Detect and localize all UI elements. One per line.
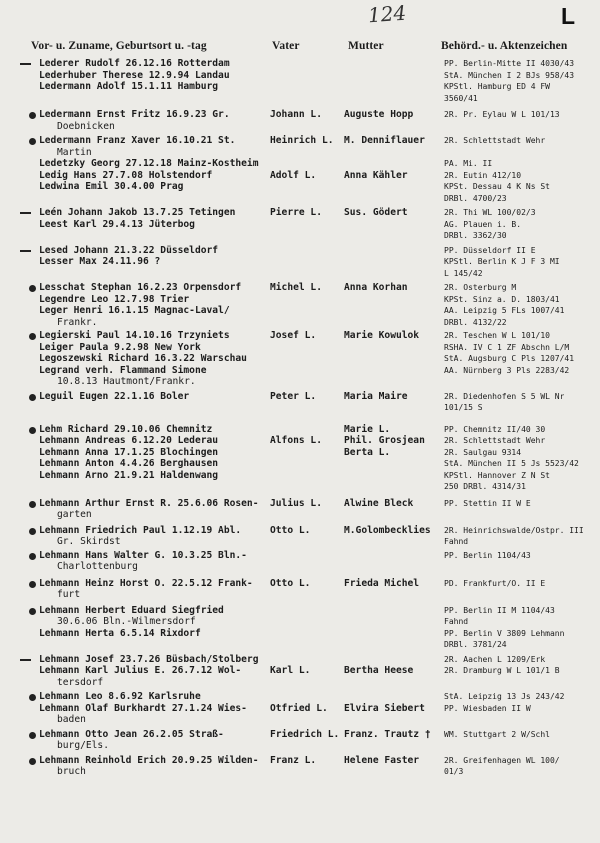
dash-marker-icon — [20, 212, 31, 214]
father-name: Peter L. — [270, 390, 317, 402]
entry-line — [0, 458, 600, 470]
entry-line — [0, 654, 600, 666]
entry-line — [0, 435, 600, 447]
person-name: furt — [57, 589, 81, 600]
father-name: Friedrich L. — [270, 728, 340, 740]
entry-line — [0, 691, 600, 703]
authority-reference: PP. Berlin II M 1104/43 — [444, 605, 555, 615]
register-entry — [0, 282, 600, 328]
mother-name: Helene Faster — [344, 754, 420, 766]
person-name: Lehmann Herbert Eduard Siegfried — [39, 604, 224, 616]
entry-line — [0, 589, 600, 601]
authority-reference: 2R. Pr. Eylau W L 101/13 — [444, 110, 560, 119]
entry-line — [0, 536, 600, 548]
register-entry — [0, 578, 600, 601]
mother-name: M.Golombecklies — [344, 524, 431, 536]
circle-marker-icon — [29, 112, 36, 119]
circle-marker-icon — [29, 394, 36, 401]
entry-line — [0, 158, 600, 170]
entry-line — [0, 561, 600, 573]
entry-line — [0, 121, 600, 133]
header-authority-column: Behörd.- u. Aktenzeichen — [441, 40, 568, 52]
person-name: Frankr. — [57, 316, 98, 328]
dash-marker-icon — [20, 250, 31, 252]
person-name: Lesschat Stephan 16.2.23 Orpensdorf — [39, 282, 242, 293]
father-name: Franz L. — [270, 754, 317, 766]
authority-reference: 2R. Thi WL 100/02/3 — [444, 208, 536, 217]
mother-name: Anna Kähler — [344, 169, 408, 181]
entry-line — [0, 58, 600, 70]
entry-line — [0, 616, 600, 628]
authority-reference: 2R. Dramburg W L 101/1 B — [444, 666, 560, 675]
entry-line — [0, 550, 600, 562]
entry-line — [0, 525, 600, 537]
register-entry — [0, 498, 600, 521]
person-name: baden — [57, 714, 86, 725]
entry-line — [0, 305, 600, 317]
register-entry — [0, 729, 600, 752]
person-name: Ledwina Emil 30.4.00 Prag — [39, 181, 184, 192]
entry-line — [0, 376, 600, 388]
entry-line — [0, 294, 600, 306]
mother-name: Bertha Heese — [344, 665, 414, 676]
authority-reference: KPStl. Hannover Z N St — [444, 470, 550, 480]
mother-name: Sus. Gödert — [344, 207, 408, 218]
authority-reference: PP. Berlin 1104/43 — [444, 550, 531, 560]
person-name: Ledetzky Georg 27.12.18 Mainz-Kostheim — [39, 158, 259, 169]
register-entry — [0, 755, 600, 778]
dash-marker-icon — [20, 63, 31, 65]
register-entry — [0, 58, 600, 104]
person-name: Ledig Hans 27.7.08 Holstendorf — [39, 169, 213, 181]
entry-line — [0, 93, 600, 105]
father-name: Pierre L. — [270, 207, 322, 218]
register-entry — [0, 605, 600, 651]
person-name: Leiger Paula 9.2.98 New York — [39, 341, 201, 353]
person-name: Legoszewski Richard 16.3.22 Warschau — [39, 353, 247, 364]
entry-line — [0, 677, 600, 689]
father-name: Otto L. — [270, 577, 311, 589]
authority-reference: StA. Augsburg C Pls 1207/41 — [444, 354, 575, 363]
circle-marker-icon — [29, 285, 36, 292]
entry-line — [0, 207, 600, 219]
person-name: Lehm Richard 29.10.06 Chemnitz — [39, 423, 213, 435]
register-entry — [0, 525, 600, 548]
register-entry — [0, 424, 600, 493]
mother-name: Auguste Hopp — [344, 109, 414, 120]
authority-reference: 2R. Schlettstadt Wehr — [444, 436, 546, 445]
father-name: Otto L. — [270, 524, 311, 536]
entry-line — [0, 317, 600, 329]
entry-line — [0, 740, 600, 752]
entry-line — [0, 230, 600, 242]
register-entry — [0, 550, 600, 573]
person-name: Leest Karl 29.4.13 Jüterbog — [39, 218, 195, 230]
entry-line — [0, 481, 600, 493]
entry-line — [0, 342, 600, 354]
person-name: Lehmann Arthur Ernst R. 25.6.06 Rosen- — [39, 497, 259, 509]
person-name: Leger Henri 16.1.15 Magnac-Laval/ — [39, 305, 230, 316]
person-name: Lehmann Friedrich Paul 1.12.19 Abl. — [39, 524, 242, 536]
entry-line — [0, 170, 600, 182]
register-entry — [0, 245, 600, 280]
mother-name: Marie Kowulok — [344, 330, 420, 341]
person-name: 10.8.13 Hautmont/Frankr. — [57, 376, 196, 387]
entry-line — [0, 447, 600, 459]
header-father-column: Vater — [272, 40, 300, 52]
mother-name: Marie L. — [344, 423, 391, 435]
mother-name: Alwine Bleck — [344, 497, 414, 509]
circle-marker-icon — [29, 694, 36, 701]
entry-line — [0, 703, 600, 715]
entry-line — [0, 365, 600, 377]
entry-line — [0, 402, 600, 414]
authority-reference: 101/15 S — [444, 403, 483, 412]
father-name: Heinrich L. — [270, 135, 334, 146]
authority-reference: KPSt. Dessau 4 K Ns St — [444, 182, 550, 191]
entry-line — [0, 268, 600, 280]
authority-reference: StA. München I 2 BJs 958/43 — [444, 70, 575, 80]
person-name: Ledermann Ernst Fritz 16.9.23 Gr. — [39, 109, 230, 120]
person-name: Legierski Paul 14.10.16 Trzyniets — [39, 330, 230, 341]
entry-line — [0, 282, 600, 294]
entry-line — [0, 755, 600, 767]
person-name: Legendre Leo 12.7.98 Trier — [39, 293, 190, 305]
authority-reference: Fahnd — [444, 537, 469, 546]
authority-reference: PP. Berlin-Mitte II 4030/43 — [444, 59, 575, 68]
entry-line — [0, 498, 600, 510]
person-name: Leguil Eugen 22.1.16 Boler — [39, 390, 190, 402]
entry-line — [0, 135, 600, 147]
father-name: Michel L. — [270, 282, 322, 293]
person-name: Lehmann Olaf Burkhardt 27.1.24 Wies- — [39, 702, 247, 714]
authority-reference: PP. Berlin V 3809 Lehmann — [444, 628, 565, 638]
entry-line — [0, 665, 600, 677]
authority-reference: DRBl. 3362/30 — [444, 231, 507, 240]
authority-reference: 2R. Schlettstadt Wehr — [444, 136, 546, 145]
authority-reference: DRBl. 4132/22 — [444, 317, 507, 327]
authority-reference: WM. Stuttgart 2 W/Schl — [444, 729, 550, 739]
person-name: Lehmann Karl Julius E. 26.7.12 Wol- — [39, 665, 242, 676]
circle-marker-icon — [29, 138, 36, 145]
authority-reference: KPStl. Hamburg ED 4 FW — [444, 82, 550, 91]
authority-reference: 2R. Teschen W L 101/10 — [444, 331, 550, 340]
person-name: Gr. Skirdst — [57, 536, 121, 547]
person-name: Lehmann Herta 6.5.14 Rixdorf — [39, 627, 201, 639]
header-name-column: Vor- u. Zuname, Geburtsort u. -tag — [31, 40, 207, 52]
mother-name: Phil. Grosjean — [344, 435, 425, 446]
authority-reference: DRBl. 4700/23 — [444, 193, 507, 203]
person-name: burg/Els. — [57, 740, 109, 751]
entry-line — [0, 639, 600, 651]
authority-reference: KPStl. Berlin K J F 3 MI — [444, 257, 560, 266]
person-name: Ledermann Franz Xaver 16.10.21 St. — [39, 135, 236, 146]
entry-line — [0, 509, 600, 521]
register-entry — [0, 109, 600, 132]
entry-line — [0, 256, 600, 268]
mother-name: Maria Maire — [344, 390, 408, 402]
person-name: Lehmann Heinz Horst O. 22.5.12 Frank- — [39, 577, 253, 589]
authority-reference: 2R. Osterburg M — [444, 283, 517, 292]
authority-reference: 3560/41 — [444, 93, 478, 103]
authority-reference: 2R. Aachen L 1209/Erk — [444, 654, 546, 664]
circle-marker-icon — [29, 608, 36, 615]
register-entry — [0, 654, 600, 689]
person-name: Martin — [57, 146, 92, 158]
person-name: Doebnicken — [57, 120, 115, 132]
entry-line — [0, 147, 600, 159]
authority-reference: PP. Stettin II W E — [444, 498, 531, 508]
authority-reference: StA. Leipzig 13 Js 243/42 — [444, 692, 565, 701]
authority-reference: PD. Frankfurt/O. II E — [444, 578, 546, 588]
authority-reference: PA. Mi. II — [444, 159, 493, 168]
circle-marker-icon — [29, 758, 36, 765]
entry-line — [0, 181, 600, 193]
father-name: Alfons L. — [270, 435, 322, 446]
person-name: garten — [57, 509, 92, 520]
person-name: Lehmann Arno 21.9.21 Haldenwang — [39, 469, 219, 481]
circle-marker-icon — [29, 333, 36, 340]
mother-name: Elvira Siebert — [344, 702, 425, 714]
register-entry — [0, 207, 600, 242]
authority-reference: 2R. Saulgau 9314 — [444, 447, 522, 457]
entry-list — [0, 58, 600, 778]
circle-marker-icon — [29, 501, 36, 508]
person-name: Ledermann Adolf 15.1.11 Hamburg — [39, 81, 219, 92]
authority-reference: AA. Nürnberg 3 Pls 2283/42 — [444, 365, 570, 375]
register-entry — [0, 391, 600, 414]
entry-line — [0, 578, 600, 590]
authority-reference: 2R. Heinrichswalde/Ostpr. III — [444, 525, 584, 535]
person-name: 30.6.06 Bln.-Wilmersdorf — [57, 616, 196, 627]
page-number: 124 — [367, 0, 407, 28]
register-entry — [0, 330, 600, 388]
person-name: Charlottenburg — [57, 561, 138, 572]
father-name: Otfried L. — [270, 702, 328, 714]
person-name: Lederhuber Therese 12.9.94 Landau — [39, 69, 230, 81]
entry-line — [0, 729, 600, 741]
authority-reference: 2R. Greifenhagen WL 100/ — [444, 755, 560, 765]
person-name: Lehmann Reinhold Erich 20.9.25 Wilden- — [39, 754, 259, 766]
authority-reference: 250 DRBl. 4314/31 — [444, 482, 526, 491]
person-name: Lehmann Josef 23.7.26 Büsbach/Stolberg — [39, 653, 259, 665]
mother-name: Frieda Michel — [344, 577, 420, 589]
entry-line — [0, 109, 600, 121]
circle-marker-icon — [29, 553, 36, 560]
father-name: Adolf L. — [270, 169, 317, 181]
circle-marker-icon — [29, 581, 36, 588]
entry-line — [0, 470, 600, 482]
mother-name: Berta L. — [344, 446, 391, 458]
authority-reference: Fahnd — [444, 617, 469, 626]
entry-line — [0, 81, 600, 93]
person-name: Lehmann Andreas 6.12.20 Lederau — [39, 435, 219, 446]
person-name: Leén Johann Jakob 13.7.25 Tetingen — [39, 207, 236, 218]
authority-reference: PP. Chemnitz II/40 30 — [444, 424, 546, 434]
entry-line — [0, 353, 600, 365]
authority-reference: AA. Leipzig 5 FLs 1007/41 — [444, 306, 565, 315]
register-entry — [0, 135, 600, 204]
person-name: Lehmann Anna 17.1.25 Blochingen — [39, 446, 219, 458]
father-name: Josef L. — [270, 330, 317, 341]
entry-line — [0, 193, 600, 205]
authority-reference: PP. Wiesbaden II W — [444, 703, 531, 713]
mother-name: Anna Korhan — [344, 282, 408, 293]
authority-reference: RSHA. IV C 1 ZF Abschn L/M — [444, 342, 570, 352]
entry-line — [0, 628, 600, 640]
entry-line — [0, 714, 600, 726]
person-name: Lehmann Leo 8.6.92 Karlsruhe — [39, 691, 201, 702]
authority-reference: StA. München II 5 Js 5523/42 — [444, 459, 579, 468]
authority-reference: PP. Düsseldorf II E — [444, 245, 536, 255]
person-name: Lehmann Anton 4.4.26 Berghausen — [39, 458, 219, 469]
person-name: Lesed Johann 21.3.22 Düsseldorf — [39, 244, 219, 256]
authority-reference: L 145/42 — [444, 268, 483, 278]
entry-line — [0, 219, 600, 231]
entry-line — [0, 766, 600, 778]
authority-reference: 2R. Diedenhofen S 5 WL Nr — [444, 391, 565, 401]
authority-reference: KPSt. Sinz a. D. 1803/41 — [444, 294, 560, 304]
circle-marker-icon — [29, 528, 36, 535]
entry-line — [0, 605, 600, 617]
entry-line — [0, 245, 600, 257]
person-name: Lederer Rudolf 26.12.16 Rotterdam — [39, 58, 230, 69]
header-mother-column: Mutter — [348, 40, 384, 52]
mother-name: M. Denniflauer — [344, 135, 425, 146]
entry-line — [0, 330, 600, 342]
person-name: Legrand verh. Flammand Simone — [39, 364, 207, 376]
circle-marker-icon — [29, 427, 36, 434]
person-name: tersdorf — [57, 676, 104, 688]
father-name: Karl L. — [270, 665, 311, 676]
entry-line — [0, 391, 600, 403]
person-name: Lehmann Otto Jean 26.2.05 Straß- — [39, 728, 224, 740]
father-name: Julius L. — [270, 497, 322, 509]
entry-line — [0, 70, 600, 82]
entry-line — [0, 424, 600, 436]
authority-reference: AG. Plauen i. B. — [444, 219, 522, 229]
index-letter: L — [561, 3, 576, 29]
person-name: Lesser Max 24.11.96 ? — [39, 256, 161, 267]
person-name: Lehmann Hans Walter G. 10.3.25 Bln.- — [39, 549, 247, 561]
dash-marker-icon — [20, 659, 31, 661]
person-name: bruch — [57, 766, 86, 777]
mother-name: Franz. Trautz † — [344, 728, 431, 740]
register-entry — [0, 691, 600, 726]
circle-marker-icon — [29, 732, 36, 739]
authority-reference: DRBl. 3781/24 — [444, 640, 507, 649]
authority-reference: 2R. Eutin 412/10 — [444, 170, 522, 180]
authority-reference: 01/3 — [444, 767, 464, 776]
father-name: Johann L. — [270, 109, 322, 120]
